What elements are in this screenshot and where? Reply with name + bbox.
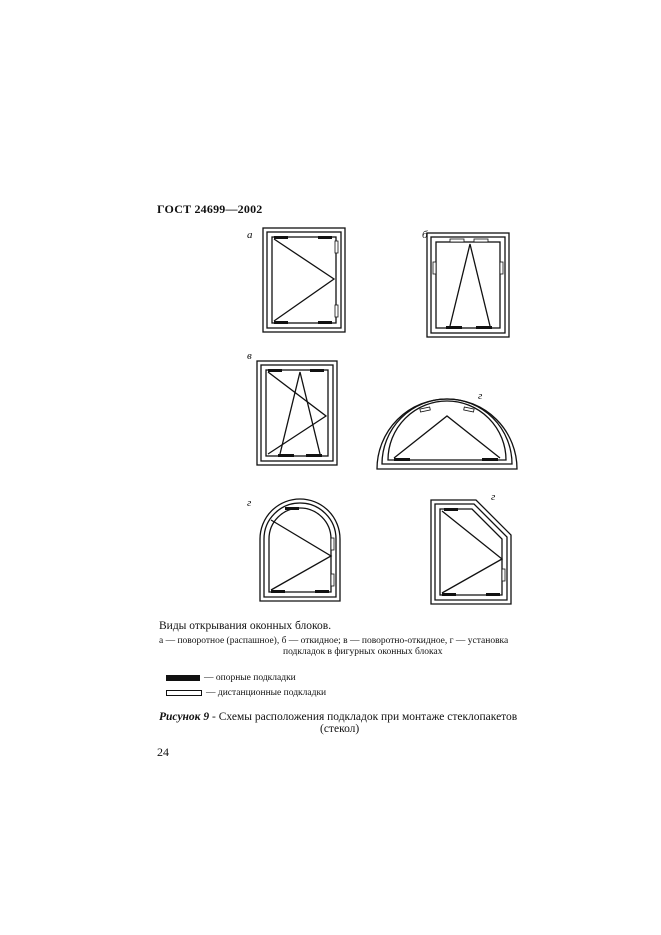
- legend-support-label: — опорные подкладки: [204, 673, 296, 683]
- figure-label-g1: г: [478, 390, 483, 402]
- caption-line-1: а — поворотное (распашное), б — откидное; в — поворотно-откидное, г — установка: [159, 636, 509, 646]
- diagram-g-chamfered: [430, 499, 512, 605]
- legend-spacer: [166, 688, 326, 698]
- legend-support: [166, 673, 296, 683]
- figure-caption-label: Рисунок 9: [159, 711, 210, 723]
- page-number: 24: [157, 745, 169, 759]
- diagram-a-turn: [262, 227, 346, 333]
- figure-label-b: б: [422, 229, 428, 241]
- figure-caption: Рисунок 9 - Схемы расположения подкладок при монтаже стеклопакетов: [159, 711, 518, 723]
- diagram-b-tilt: [426, 232, 510, 338]
- document-header: ГОСТ 24699—2002: [157, 202, 263, 216]
- caption-title: Виды открывания оконных блоков.: [159, 620, 332, 632]
- figure-label-v: в: [247, 350, 252, 362]
- spacer-pad-swatch-icon: [166, 690, 202, 696]
- figure-caption-text: Схемы расположения подкладок при монтаже стеклопакетов: [218, 711, 518, 723]
- caption-line-2: подкладок в фигурных оконных блоках: [283, 647, 443, 657]
- diagram-g-semicircle: [376, 397, 518, 471]
- figure-label-g2: г: [247, 497, 252, 509]
- diagram-g-arched: [259, 498, 341, 602]
- support-pad-swatch-icon: [166, 675, 200, 681]
- figure-caption-text-2: (стекол): [320, 723, 360, 735]
- diagram-v-turn-tilt: [256, 360, 338, 466]
- figure-label-a: а: [247, 229, 253, 241]
- legend-spacer-label: — дистанционные подкладки: [206, 688, 327, 698]
- figure-label-g3: г: [491, 491, 496, 503]
